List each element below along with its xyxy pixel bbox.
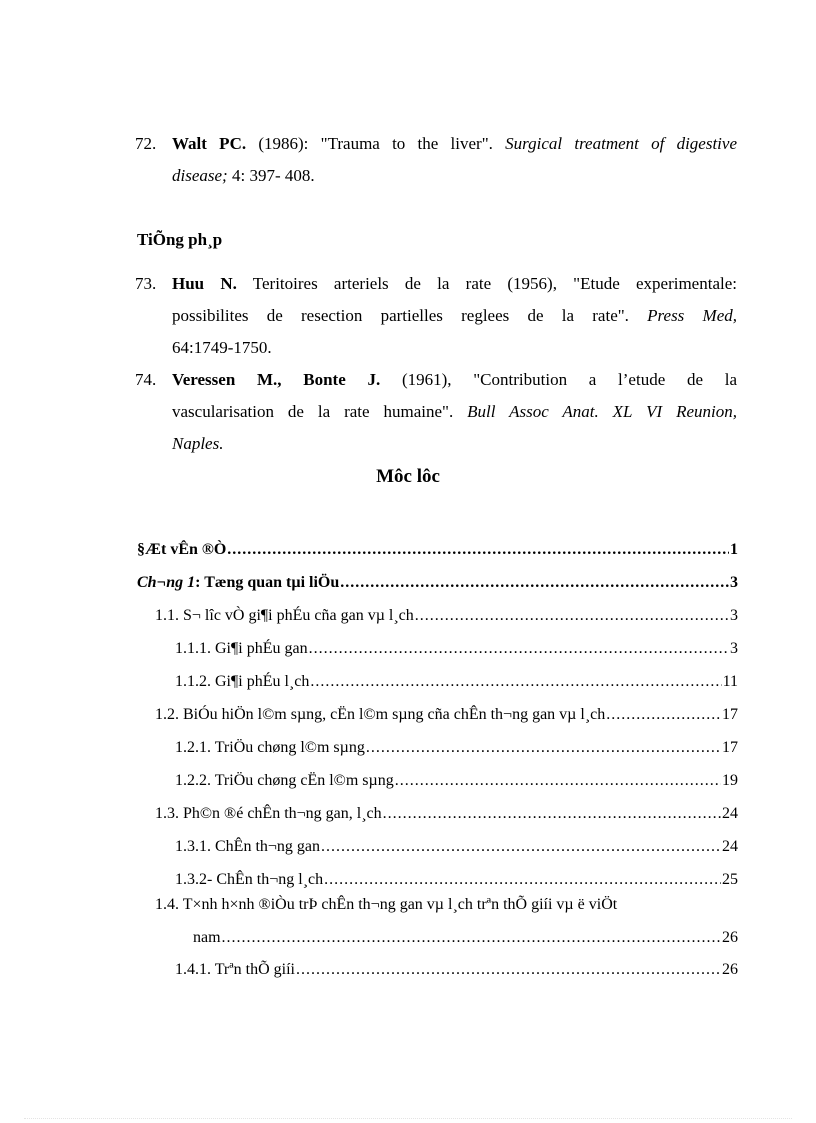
toc-entry[interactable]: 1.3.2- ChÊn th¬ng l¸ch ..... 25 [175, 865, 738, 895]
toc-entry-first-line[interactable]: 1.4. T×nh h×nh ®iÒu trÞ chÊn th¬ng gan vµ l¸ch trªn thÕ giíi vµ ë viÖt [155, 896, 618, 913]
toc-page-number: 19 [722, 772, 738, 789]
toc-entry[interactable]: 1.1.1. Gi¶i phÉu gan ..... 3 [175, 634, 738, 664]
page-bottom-rule [24, 1118, 792, 1119]
toc-entry[interactable]: Ch¬ng 1: Tæng quan tµi liÖu ..... 3 [137, 568, 738, 598]
toc-entry[interactable]: 1.3.1. ChÊn th¬ng gan ..... 24 [175, 832, 738, 862]
toc-entry[interactable]: 1.1. S¬ lîc vÒ gi¶i phÉu cña gan vµ l¸ch ..... 3 [155, 601, 738, 631]
toc-entry[interactable]: 1.4.1. Trªn thÕ giíi ..... 26 [175, 955, 738, 985]
toc-entry[interactable]: nam ..... 26 [193, 923, 738, 953]
reference-73: 73. Huu N. Teritoires arteriels de la rate (1956), "Etude experimentale: possibilites de resection partielles reglees de la rate". Press Med, 64:1749-1750. [135, 268, 737, 364]
reference-author: Huu N. [172, 274, 237, 293]
toc-entry[interactable]: 1.2.2. TriÖu chøng cËn l©m sµng ..... 19 [175, 766, 738, 796]
toc-page-number: 25 [722, 871, 738, 888]
section-heading: TiÕng ph¸p [137, 230, 223, 249]
reference-number: 73. [135, 274, 157, 293]
toc-title: Môc lôc [376, 466, 440, 487]
reference-author: Walt PC. [172, 134, 247, 153]
toc-page-number: 1 [730, 541, 738, 558]
toc-entry[interactable]: 1.2. BiÓu hiÖn l©m sµng, cËn l©m sµng cña chÊn th¬ng gan vµ l¸ch ..... 17 [155, 700, 738, 730]
toc-entry[interactable]: 1.3. Ph©n ®é chÊn th¬ng gan, l¸ch ..... 24 [155, 799, 738, 829]
toc-page-number: 3 [730, 607, 738, 624]
reference-72: 72. Walt PC. (1986): "Trauma to the liver". Surgical treatment of digestive disease; 4: 397- 408. [135, 128, 737, 192]
toc-page-number: 26 [722, 929, 738, 946]
reference-number: 72. [135, 134, 157, 153]
toc-page-number: 3 [730, 574, 738, 591]
reference-74: 74. Veressen M., Bonte J. (1961), "Contribution a l’etude de la vascularisation de la rate humaine". Bull Assoc Anat. XL VI Reunion, Naples. [135, 364, 737, 460]
toc-page-number: 3 [730, 640, 738, 657]
toc-page-number: 17 [722, 706, 738, 723]
toc-page-number: 24 [722, 838, 738, 855]
reference-author: Veressen M., Bonte J. [172, 370, 381, 389]
toc-page-number: 17 [722, 739, 738, 756]
reference-number: 74. [135, 370, 157, 389]
toc-page-number: 24 [722, 805, 738, 822]
toc-page-number: 11 [722, 673, 738, 690]
toc-entry[interactable]: 1.2.1. TriÖu chøng l©m sµng ..... 17 [175, 733, 738, 763]
toc-entry[interactable]: §Æt vÊn ®Ò ..... 1 [137, 535, 738, 565]
toc-page-number: 26 [722, 961, 738, 978]
toc-entry[interactable]: 1.1.2. Gi¶i phÉu l¸ch ..... 11 [175, 667, 738, 697]
